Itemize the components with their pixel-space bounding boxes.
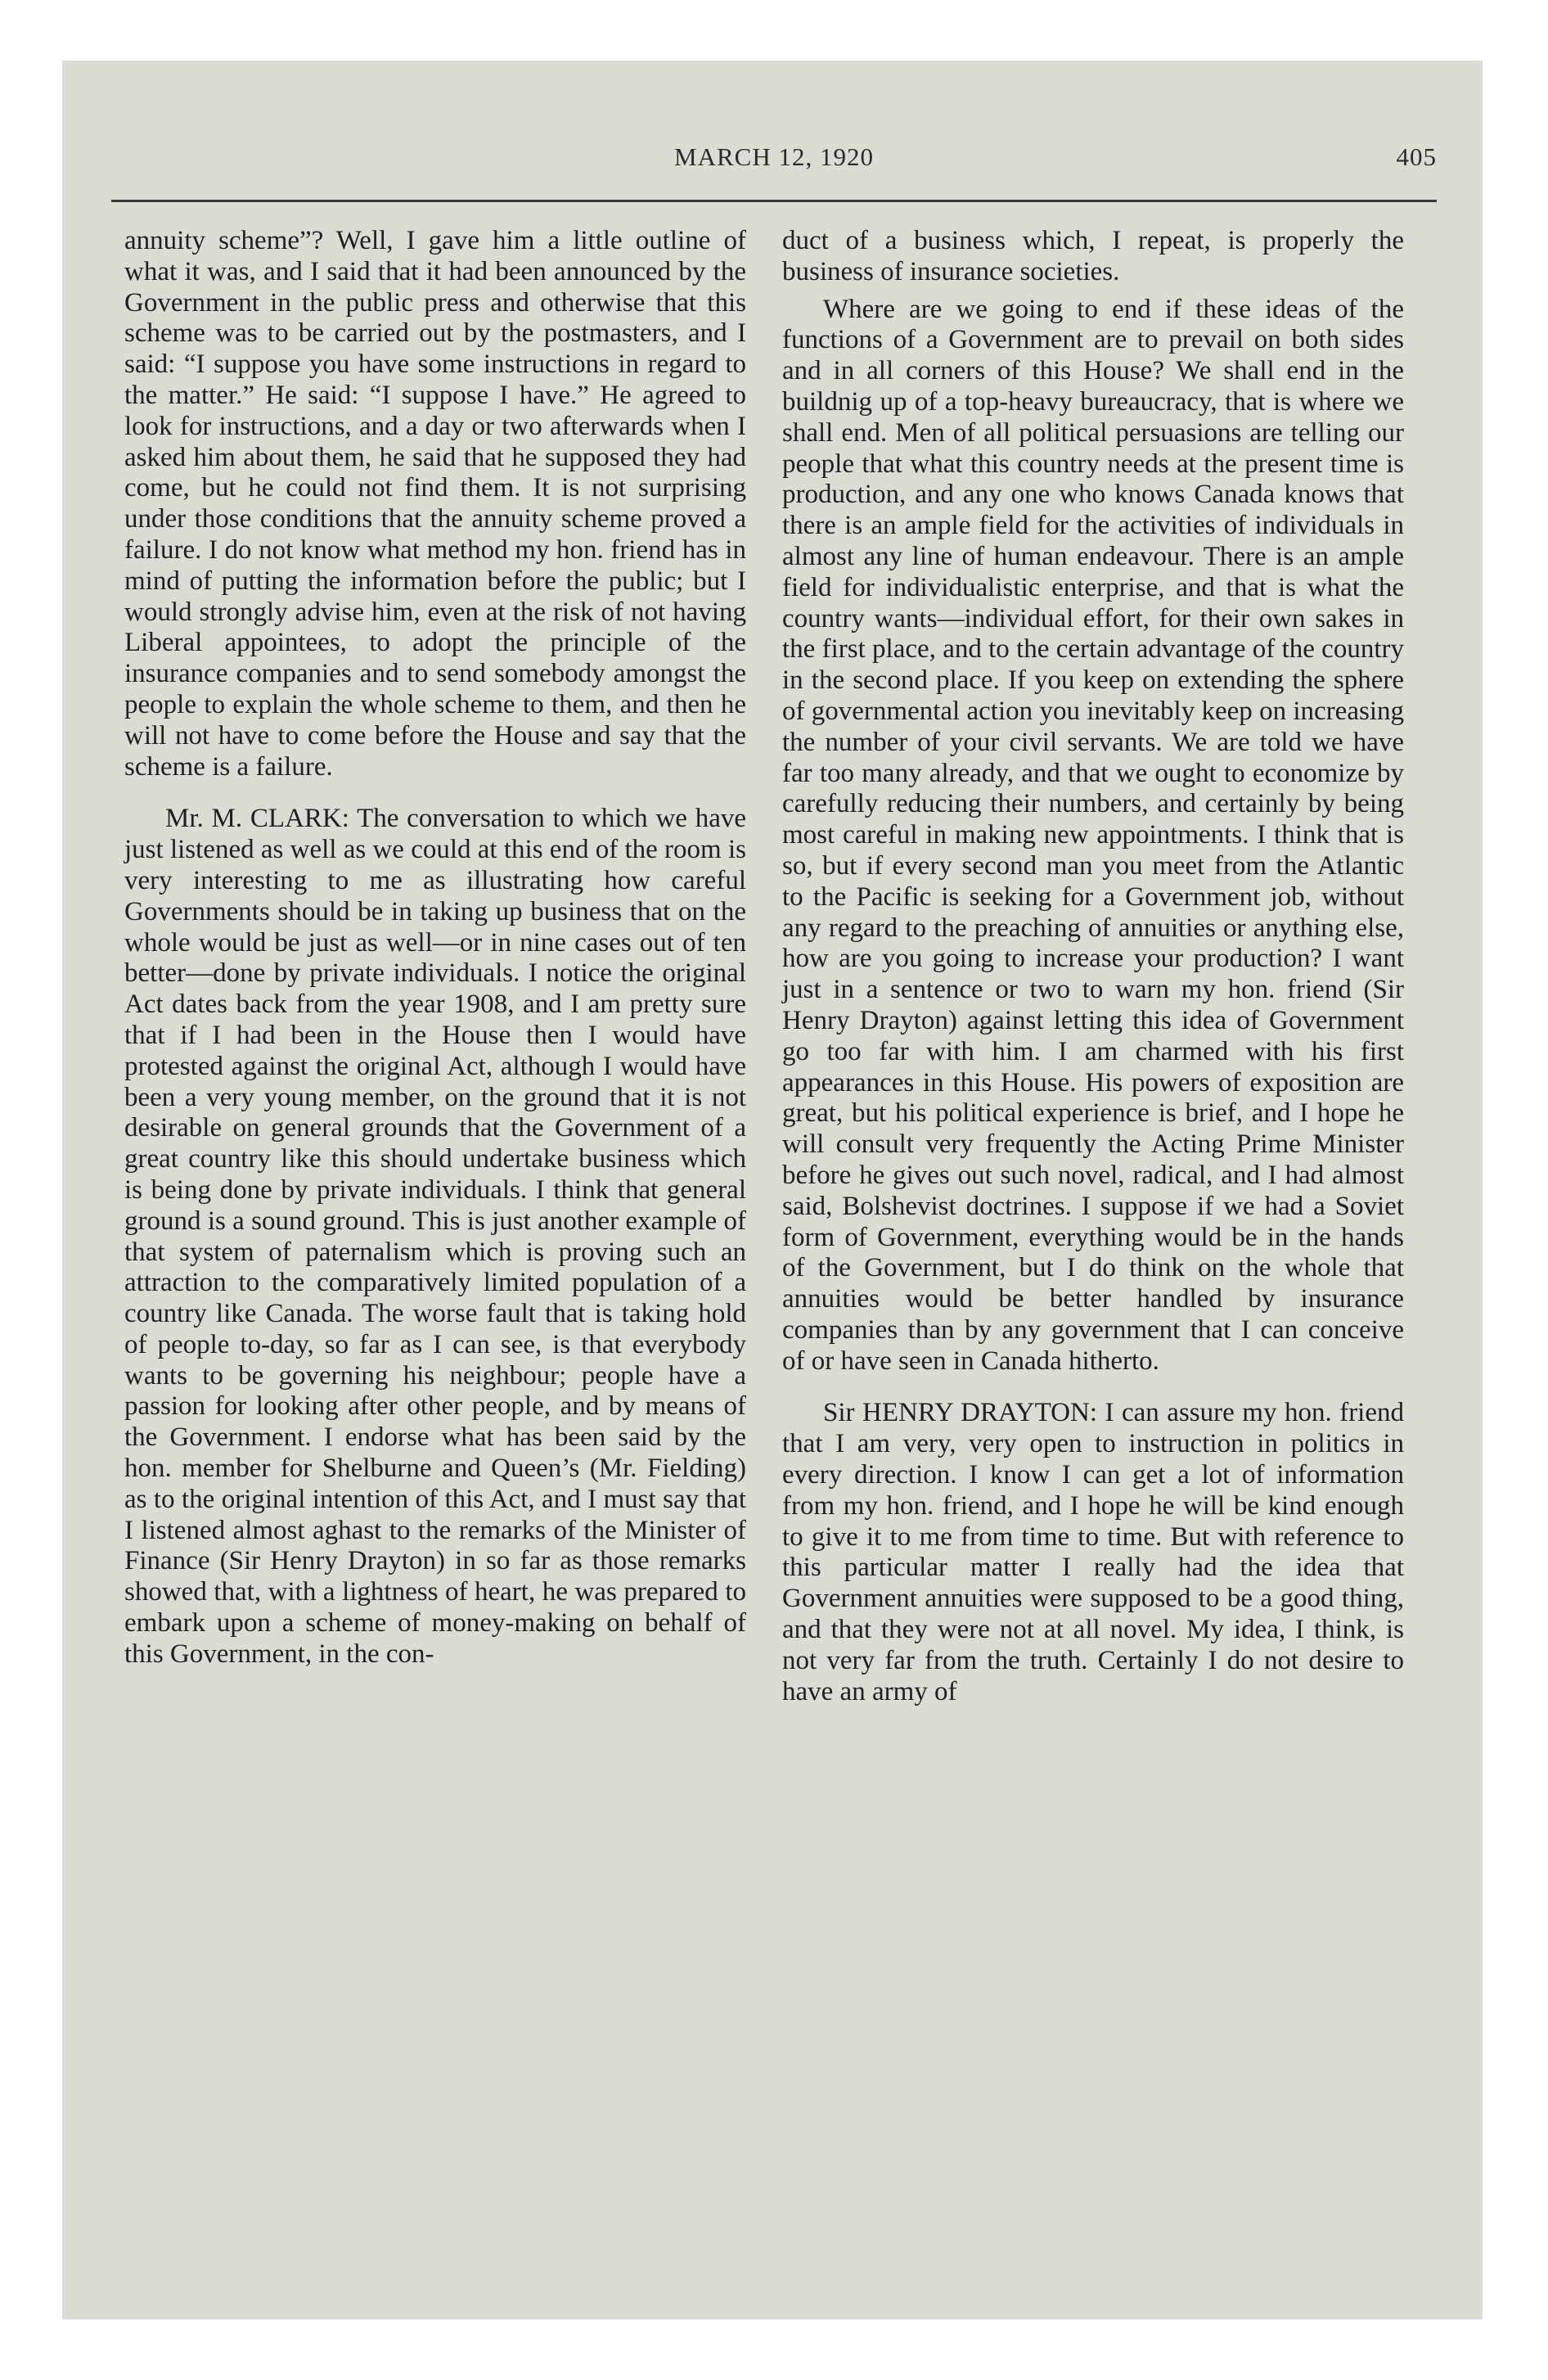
paragraph-clark-speech: Mr. M. CLARK: The conversation to which we have just listened as well as we could at this end of the room is very interesting to me as illustrating how careful Governments should be in taking up business that on the whole would be just as well—or in nine cases out of ten better—done by private individuals. I notice the original Act dates back from the year 1908, and I am pretty sure that if I had been in the House then I would have protested against the original Act, although I would have been a very young member, on the ground that it is not desirable on general grounds that the Government of a great country like this should undertake business which is being done by private individuals. I think that general ground is a sound ground. This is just another example of that system of paternalism which is proving such an attraction to the comparatively limited population of a country like Canada. The worse fault that is taking hold of people to-day, so far as I can see, is that everybody wants to be governing his neighbour; people have a passion for looking after other people, and by means of the Government. I endorse what has been said by the hon. member for Shelburne and Queen’s (Mr. Fielding) as to the original intention of this Act, and I must say that I listened almost aghast to the remarks of the Minister of Finance (Sir Henry Drayton) in so far as those remarks showed that, with a lightness of heart, he was prepared to embark upon a scheme of money-making on behalf of this Government, in the con-: [124, 804, 746, 1669]
page-header: [111, 142, 1437, 175]
paragraph-drayton-speech: Sir HENRY DRAYTON: I can assure my hon. friend that I am very, very open to instruction in politics in every direction. I know I can get a lot of information from my hon. friend, and I hope he will be kind enough to give it to me from time to time. But with reference to this particular matter I really had the idea that Government annuities were supposed to be a good thing, and that they were not at all novel. My idea, I think, is not very far from the truth. Certainly I do not desire to have an army of: [782, 1398, 1404, 1706]
paragraph-continuation-right: duct of a business which, I repeat, is properly the business of insurance societies.: [782, 226, 1404, 286]
header-rule: [111, 200, 1437, 202]
left-column: [124, 226, 746, 1670]
page-number: 405: [1396, 142, 1437, 171]
page-date: MARCH 12, 1920: [674, 142, 874, 171]
paragraph-bureaucracy: Where are we going to end if these ideas of the functions of a Government are to prevail on both sides and in all corners of this House? We shall end in the buildnig up of a top-heavy bureaucracy, that is where we shall end. Men of all political persuasions are telling our people that what this country needs at the present time is production, and any one who knows Canada knows that there is an ample field for the activities of individuals in almost any line of human endeavour. There is an ample field for individualistic enterprise, and that is what the country wants—individual effort, for their own sakes in the first place, and to the certain advantage of the country in the second place. If you keep on extending the sphere of governmental action you inevitably keep on increasing the number of your civil servants. We are told we have far too many already, and that we ought to economize by carefully reducing their numbers, and certainly by being most careful in making new appointments. I think that is so, but if every second man you meet from the Atlantic to the Pacific is seeking for a Government job, without any regard to the preaching of annuities or anything else, how are you going to increase your production? I want just in a sentence or two to warn my hon. friend (Sir Henry Drayton) against letting this idea of Government go too far with him. I am charmed with his first appearances in this House. His powers of exposition are great, but his political experience is brief, and I hope he will consult very frequently the Acting Prime Minister before he gives out such novel, radical, and I had almost said, Bolshevist doctrines. I suppose if we had a Soviet form of Government, everything would be in the hands of the Government, but I do think on the whole that annuities would be better handled by insurance companies than by any government that I can conceive of or have seen in Canada hitherto.: [782, 294, 1404, 1376]
right-column: [782, 226, 1404, 1707]
paragraph-continuation: annuity scheme”? Well, I gave him a little outline of what it was, and I said that it had been announced by the Government in the public press and otherwise that this scheme was to be carried out by the postmasters, and I said: “I suppose you have some instructions in regard to the matter.” He said: “I suppose I have.” He agreed to look for instructions, and a day or two afterwards when I asked him about them, he said that he supposed they had come, but he could not find them. It is not surprising under those conditions that the annuity scheme proved a failure. I do not know what method my hon. friend has in mind of putting the information before the public; but I would strongly advise him, even at the risk of not having Liberal appointees, to adopt the principle of the insurance companies and to send somebody amongst the people to explain the whole scheme to them, and then he will not have to come before the House and say that the scheme is a failure.: [124, 226, 746, 782]
scanned-page: [62, 61, 1483, 2319]
